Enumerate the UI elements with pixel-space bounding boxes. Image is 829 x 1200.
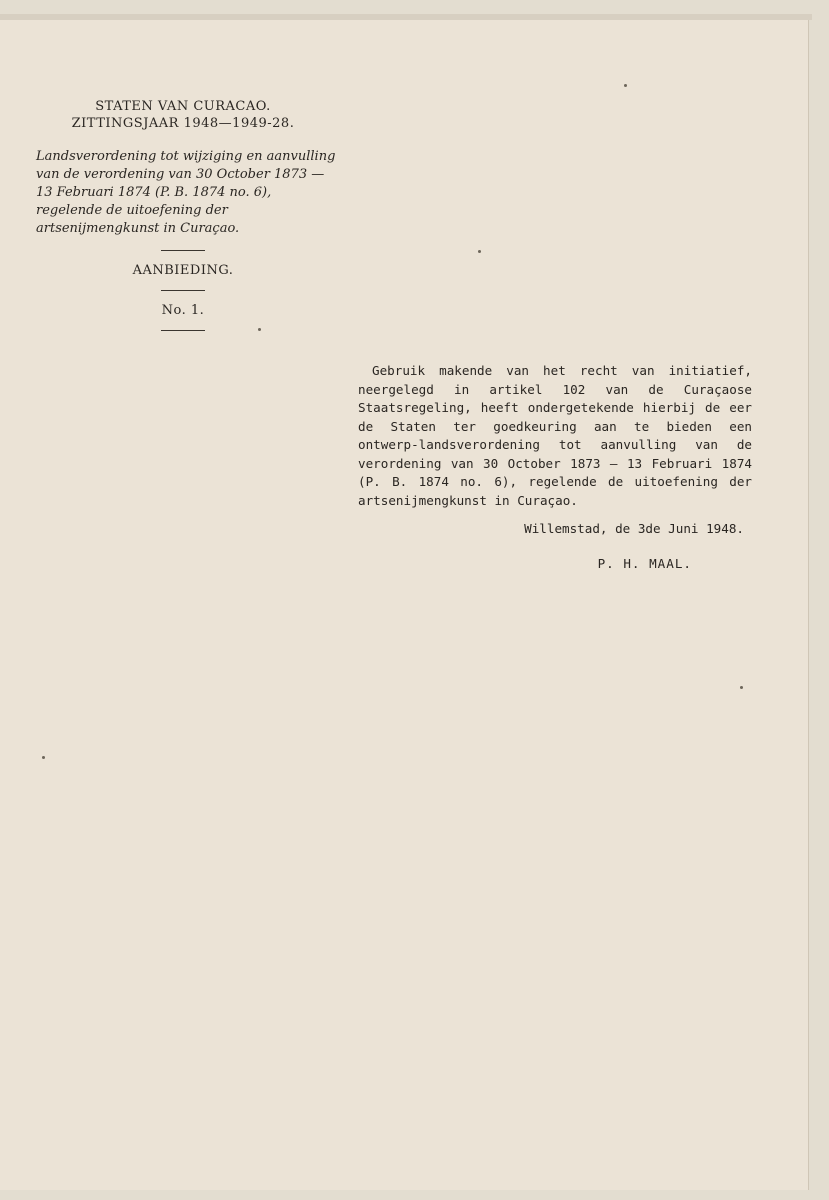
place-date: Willemstad, de 3de Juni 1948. — [524, 521, 744, 536]
divider — [161, 290, 205, 291]
speck — [740, 686, 743, 689]
doc-number: No. 1. — [161, 303, 205, 318]
ordinance-title: Landsverordening tot wijziging en aanvulling van de verordening van 30 October 1873 — 13 Februari 1874 (P. B. 1874 no. 6), regelende de uitoefening der artsenijmengkunst in Curaçao. — [36, 149, 336, 236]
header-session: ZITTINGSJAAR 1948—1949-28. — [71, 116, 295, 131]
speck — [258, 328, 261, 331]
body-paragraph: Gebruik makende van het recht van initiatief, neergelegd in artikel 102 van de Curaçaose Staatsregeling, heeft ondergetekende hierbij de eer de Staten ter goedkeuring aan te bieden een ontwerp-landsverordening tot aanvulling van de verordening van 30 October 1873 — 13 Februari 1874 (P. B. 1874 no. 6), regelende de uitoefening der artsenijmengkunst in Curaçao. — [358, 363, 752, 508]
document-page — [0, 14, 809, 1190]
doc-type: AANBIEDING. — [132, 263, 234, 278]
speck — [624, 84, 627, 87]
right-column — [358, 362, 752, 573]
speck — [42, 756, 45, 759]
divider — [161, 250, 205, 251]
header-title: STATEN VAN CURACAO. — [95, 99, 271, 114]
signature: P. H. MAAL. — [597, 555, 692, 571]
page-edge — [0, 14, 812, 20]
left-column — [30, 98, 336, 343]
divider — [161, 330, 205, 331]
speck — [478, 250, 481, 253]
